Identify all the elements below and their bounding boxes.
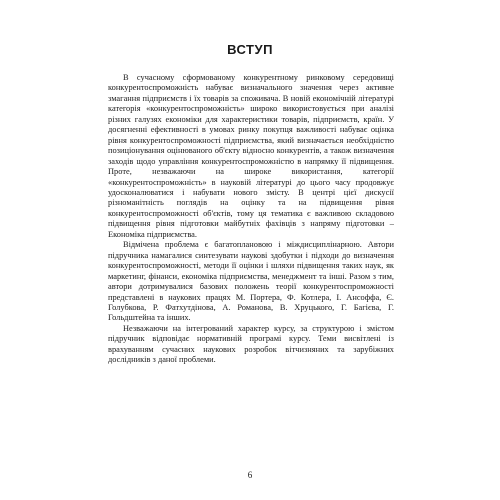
page-title: ВСТУП xyxy=(227,42,273,57)
paragraph-2: Відмічена проблема є багатоплановою і міждисциплінарною. Автори підручника намагалися синтезувати наукові здобутки і підходи до визначення конкурентоспроможності, методи її оцінки і шляхи підвищення таких наук, як маркетинг, фінанси, економіка підприємства, менеджмент та інші. Разом з тим, автори дотримувалися базових положень теорії конкурентоспроможності представлені в наукових працях М. Портера, Ф. Котлера, І. Ансоффа, Є. Голубкова, Р. Фатхутдінова, А. Романова, В. Хруцького, Г. Багієва, Г. Гольдштейна та інших. xyxy=(108,240,394,323)
page-number: 6 xyxy=(247,470,253,480)
paragraph-1: В сучасному сформованому конкурентному ринковому середовищі конкурентоспроможність набуває визначального значення через активне змагання підприємств і їх товарів за споживача. В новій економічній літературі категорія «конкурентоспроможність» широко використовується при аналізі різних галузях економіки для характеристики товарів, підприємств, країн. У досягненні ефективності в умовах ринку покупця важливості набуває оцінка рівня конкурентоспроможності підприємства, який визначається необхідністю позиціонування оцінюваного об'єкту відносно конкурентів, а також визначення заходів щодо управління конкурентоспроможністю в напрямку її підвищення. Проте, незважаючи на широке використання, категорії «конкурентоспроможність» в науковій літературі до цього часу продовжує удосконалюватися і набувати нового змісту. В центрі цієї дискусії різноманітність поглядів на оцінку та на підвищення рівня конкурентоспроможності об'єктів, тому ця тематика є важливою складовою підвищення рівня підготовки майбутніх фахівців з напряму підготовки – Економіка підприємства. xyxy=(108,73,394,239)
body-text xyxy=(108,73,394,366)
paragraph-3: Незважаючи на інтегрований характер курсу, за структурою і змістом підручник відповідає нормативній програмі курсу. Теми висвітлені із врахуванням сучасних наукових розробок вітчизняних та зарубіжних дослідників з даної проблеми. xyxy=(108,323,394,365)
